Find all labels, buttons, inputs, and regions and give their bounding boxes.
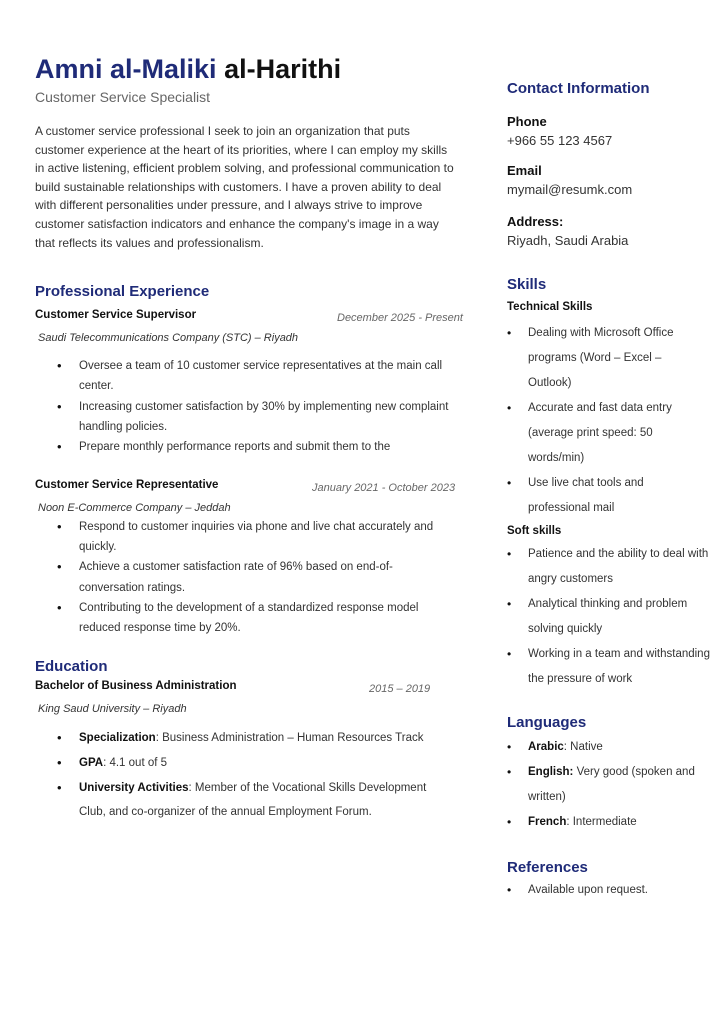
technical-skills-heading: Technical Skills — [507, 301, 593, 313]
job-position: Customer Service Representative — [35, 478, 219, 491]
job-entry — [35, 479, 465, 639]
list-item: • Dealing with Microsoft Office programs (Word – Excel – Outlook) — [507, 321, 687, 396]
list-item: • Oversee a team of 10 customer service representatives at the main call center. — [57, 356, 457, 397]
full-name — [35, 52, 465, 86]
languages-heading: Languages — [507, 714, 587, 731]
list-item: • English: Very good (spoken and written) — [507, 760, 707, 810]
job-entry — [35, 309, 465, 457]
education-dates: 2015 – 2019 — [369, 683, 431, 696]
references-list — [507, 878, 717, 903]
first-name: Amni al-Maliki — [35, 54, 217, 84]
list-item: • Working in a team and withstanding the pressure of work — [507, 642, 712, 692]
list-item: • Increasing customer satisfaction by 30% by implementing new complaint handling policies. — [57, 397, 457, 438]
email-label: Email — [507, 163, 542, 178]
job-position: Customer Service Supervisor — [35, 309, 197, 322]
phone-value: +966 55 123 4567 — [507, 133, 613, 148]
list-item: • Contributing to the development of a standardized response model reduced response time by 20%. — [57, 598, 457, 639]
list-item: • Analytical thinking and problem solving quickly — [507, 592, 712, 642]
degree-title: Bachelor of Business Administration — [35, 680, 237, 693]
experience-heading: Professional Experience — [35, 283, 210, 301]
list-item: • Specialization: Business Administration – Human Resources Track — [57, 726, 437, 751]
list-item: • Available upon request. — [507, 878, 717, 903]
job-company: Saudi Telecommunications Company (STC) – Riyadh — [38, 332, 299, 345]
languages-list — [507, 735, 707, 835]
soft-skills-heading: Soft skills — [507, 525, 562, 537]
technical-skills-list — [507, 321, 687, 521]
list-item: • Prepare monthly performance reports and submit them to the — [57, 437, 457, 457]
list-item: • Achieve a customer satisfaction rate of 96% based on end-of-conversation ratings. — [57, 557, 457, 598]
list-item: • Respond to customer inquiries via phone and live chat accurately and quickly. — [57, 517, 457, 558]
main-column — [35, 52, 465, 825]
job-company: Noon E-Commerce Company – Jeddah — [38, 501, 231, 514]
school-name: King Saud University – Riyadh — [38, 703, 187, 716]
list-item: • GPA: 4.1 out of 5 — [57, 751, 437, 776]
education-section — [35, 658, 465, 824]
education-heading: Education — [35, 658, 108, 676]
soft-skills-list — [507, 542, 712, 692]
experience-section — [35, 283, 465, 638]
address-value: Riyadh, Saudi Arabia — [507, 233, 629, 248]
list-item: • Arabic: Native — [507, 735, 707, 760]
job-dates: January 2021 - October 2023 — [312, 481, 456, 494]
profile-summary: A customer service professional I seek to join an organization that puts customer experience at the heart of its priorities, where I can employ my skills in active listening, efficient problem solving, and professional communication to build sustainable relationships with customers. I have a proven ability to deal with different personalities under pressure, and I always strive to improve customer satisfaction indicators and enhance the company's image in a way that reflects its values and professionalism. — [35, 124, 454, 250]
list-item: • French: Intermediate — [507, 810, 707, 835]
skills-heading: Skills — [507, 276, 547, 293]
references-heading: References — [507, 859, 588, 876]
job-bullets — [57, 517, 457, 639]
address-label: Address: — [507, 214, 564, 229]
list-item: • University Activities: Member of the Vocational Skills Development Club, and co-organizer of the annual Employment Forum. — [57, 776, 437, 825]
job-title-subtitle: Customer Service Specialist — [35, 89, 211, 105]
list-item: • Use live chat tools and professional mail — [507, 471, 687, 521]
contact-heading: Contact Information — [507, 80, 650, 97]
list-item: • Patience and the ability to deal with angry customers — [507, 542, 712, 592]
last-name: al-Harithi — [224, 54, 342, 84]
education-bullets — [57, 726, 437, 824]
phone-label: Phone — [507, 114, 547, 129]
list-item: • Accurate and fast data entry (average print speed: 50 words/min) — [507, 396, 687, 471]
job-bullets — [57, 356, 457, 457]
job-dates: December 2025 - Present — [337, 312, 463, 325]
sidebar-column — [507, 80, 717, 903]
email-value: mymail@resumk.com — [507, 182, 633, 197]
